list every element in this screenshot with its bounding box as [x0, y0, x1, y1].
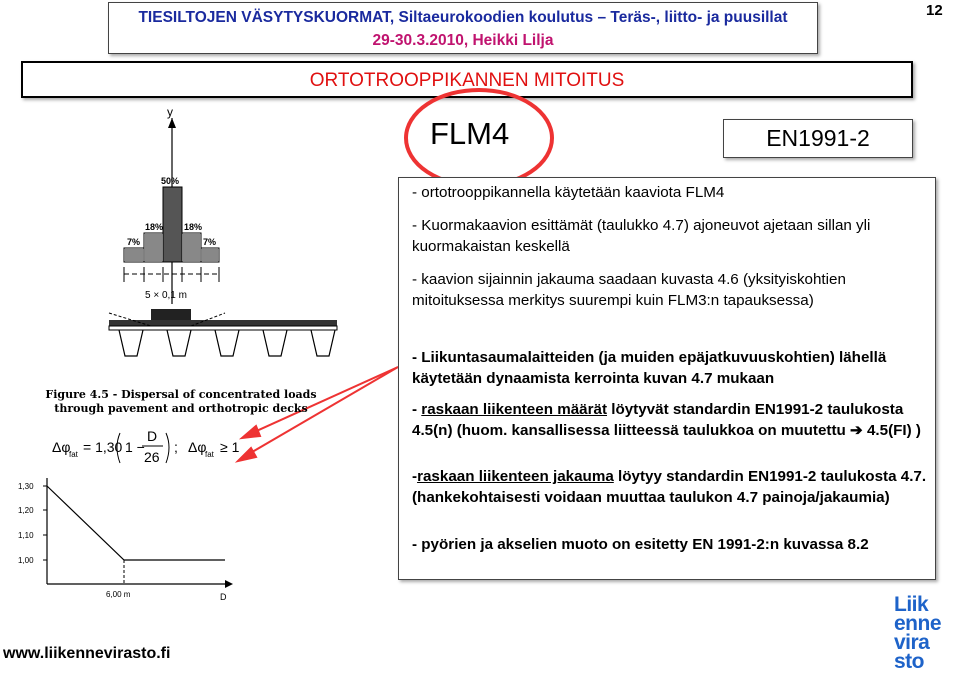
liikennevirasto-logo: Liik enne vira sto	[894, 593, 942, 673]
page-number: 12	[926, 2, 943, 19]
figure-caption: Figure 4.5 - Dispersal of concentrated loads through pavement and orthotropic decks	[45, 388, 317, 415]
trough-stiffeners	[119, 330, 335, 356]
bullet-3: - kaavion sijainnin jakauma saadaan kuvasta 4.6 (yksityiskohtien mitoituksessa merkitys suurempi kuin FLM3:n tapauksessa)	[412, 271, 846, 309]
link-traffic-distribution: raskaan liikenteen jakauma	[417, 468, 614, 485]
load-dispersal-figure	[105, 104, 350, 374]
y-tick-130: 1,30	[18, 482, 34, 491]
formula-delta-phi-2: Δφ	[188, 439, 207, 455]
spacing-label: 5 × 0,1 m	[145, 290, 187, 301]
bullet-7: - pyörien ja akselien muoto on esitetty EN 1991-2:n kuvassa 8.2	[412, 536, 869, 553]
header-subtitle: 29-30.3.2010, Heikki Lilja	[372, 32, 554, 49]
axis-y-label: y	[167, 105, 173, 119]
standard-box	[723, 119, 913, 158]
formula-one-minus: 1 −	[125, 439, 145, 455]
percent-50: 50%	[161, 176, 180, 186]
bullet-4: - Liikuntasaumalaitteiden (ja muiden epäjatkuvuuskohtien) lähellä käytetään dynaamista kerrointa kuvan 4.7 mukaan	[412, 349, 887, 387]
factor-curve	[47, 486, 225, 560]
y-tick-120: 1,20	[18, 506, 34, 515]
arrow-right-icon: ➔	[850, 422, 863, 439]
bullet-1: - ortotrooppikannella käytetään kaaviota FLM4	[412, 184, 725, 201]
flm4-label: FLM4	[430, 116, 510, 151]
formula-geq: ≥ 1	[220, 439, 240, 455]
dynamic-factor-formula	[50, 425, 250, 473]
text-box	[398, 177, 936, 580]
formula-sub: fat	[69, 450, 78, 459]
y-tick-110: 1,10	[18, 531, 34, 540]
link-traffic-volumes: raskaan liikenteen määrät	[421, 401, 608, 418]
formula-separator: ;	[174, 439, 178, 455]
bullet-6: -raskaan liikenteen jakauma löytyy standardin EN1991-2 taulukosta 4.7. (hankekohtaisesti voidaan muuttaa taulukon 4.7 painoja/jakaumia)	[412, 468, 927, 506]
header-title: TIESILTOJEN VÄSYTYSKUORMAT, Siltaeurokoodien koulutus – Teräs-, liitto- ja puusillat	[138, 9, 788, 26]
page-title: ORTOTROOPPIKANNEN MITOITUS	[309, 70, 625, 91]
wheel-load	[151, 309, 191, 320]
x-tick-6m: 6,00 m	[106, 590, 131, 599]
percent-7-right: 7%	[203, 237, 217, 247]
footer-url[interactable]: www.liikennevirasto.fi	[3, 645, 171, 662]
dynamic-factor-graph	[15, 476, 250, 604]
percent-7-left: 7%	[127, 237, 141, 247]
formula-denominator: 26	[144, 449, 160, 465]
x-axis-label: D	[220, 592, 227, 602]
standard-label: EN1991-2	[766, 125, 870, 151]
formula-numerator: D	[147, 428, 158, 444]
formula-sub-2: fat	[205, 450, 214, 459]
percent-18-left: 18%	[145, 222, 164, 232]
formula-delta-phi: Δφ	[52, 439, 71, 455]
pavement	[109, 320, 337, 326]
y-tick-100: 1,00	[18, 556, 34, 565]
bullet-5: - raskaan liikenteen määrät löytyvät standardin EN1991-2 taulukosta 4.5(n) (huom. kansallisessa liitteessä taulukkoa on muutettu ➔ 4.5(FI) )	[412, 401, 921, 439]
formula-eq: = 1,30	[83, 439, 123, 455]
percent-18-right: 18%	[184, 222, 203, 232]
bullet-2: - Kuormakaavion esittämät (taulukko 4.7) ajoneuvot ajetaan sillan yli kuormakaistan keskellä	[412, 217, 871, 255]
